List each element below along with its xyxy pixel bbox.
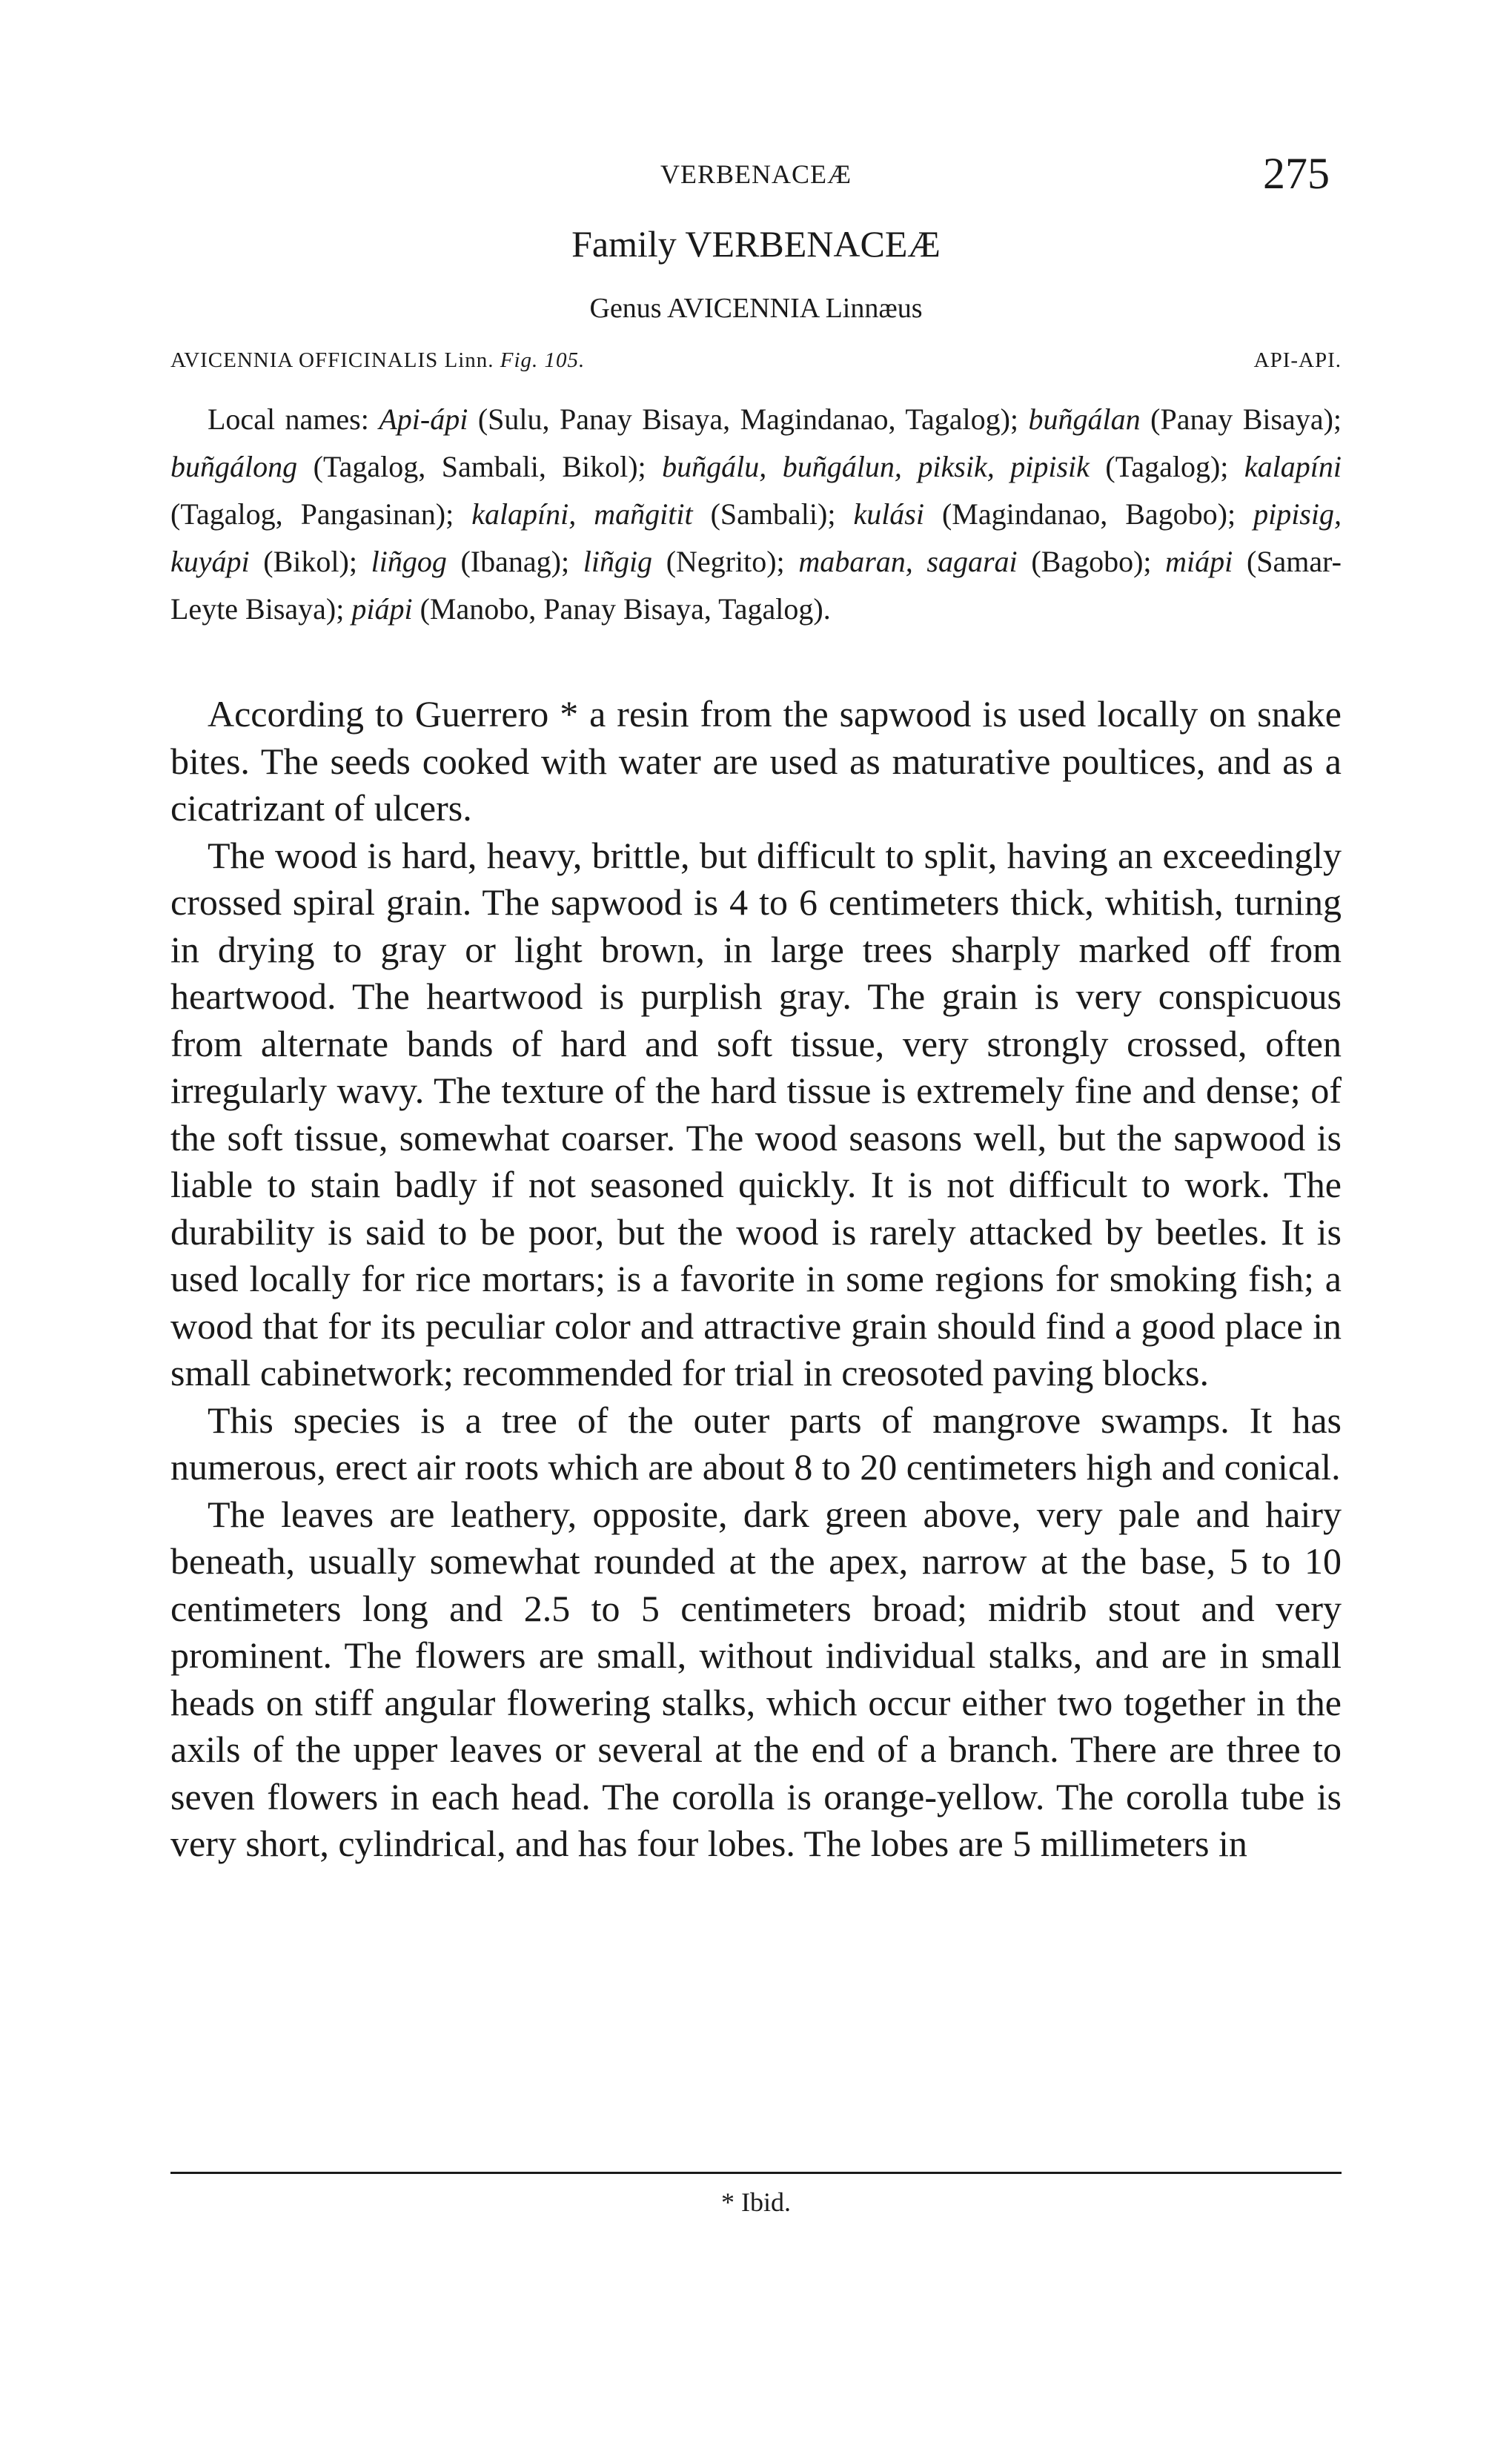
species-common-name: API-API.: [1253, 348, 1342, 372]
local-name-term: buñgálu, buñgálun, piksik, pipisik: [662, 450, 1090, 483]
footnote: * Ibid.: [721, 2187, 791, 2217]
local-name-region: (Samar-Leyte Bisaya);: [170, 545, 1342, 626]
species-name: AVICENNIA OFFICINALIS Linn.: [170, 348, 494, 372]
genus-heading: Genus AVICENNIA Linnæus: [589, 293, 923, 324]
local-name-term: mabaran, sagarai: [798, 545, 1018, 578]
local-name-term: kalapíni, mañgitit: [471, 497, 693, 531]
local-name-region: (Bagobo);: [1017, 545, 1166, 578]
running-title: VERBENACEÆ: [660, 159, 852, 189]
local-name-term: Api-ápi: [379, 402, 468, 436]
local-name-region: (Bikol);: [249, 545, 371, 578]
page-number: 275: [1263, 149, 1330, 198]
body-paragraph: According to Guerrero * a resin from the sapwood is used locally on snake bites. The seeds cooked with water are used as maturative poultices, and as a cicatrizant of ulcers.: [170, 693, 1342, 829]
local-name-region: (Magindanao, Bagobo);: [924, 497, 1254, 531]
local-name-term: buñgálong: [170, 450, 298, 483]
figure-reference: Fig. 105.: [500, 348, 586, 372]
species-heading: [170, 348, 1342, 378]
local-name-term: piápi: [351, 592, 413, 626]
local-name-region: (Negrito);: [652, 545, 799, 578]
local-name-region: (Panay Bisaya);: [1140, 402, 1342, 436]
local-name-term: pipisig, kuyápi: [170, 497, 1342, 578]
local-name-term: liñgog: [371, 545, 447, 578]
species-name-group: [170, 348, 585, 373]
local-name-region: (Sambali);: [692, 497, 854, 531]
local-name-term: buñgálan: [1028, 402, 1141, 436]
local-name-region: (Manobo, Panay Bisaya, Tagalog).: [412, 592, 831, 626]
body-text: [170, 691, 1342, 1868]
local-name-term: kulási: [853, 497, 924, 531]
local-name-term: kalapíni: [1244, 450, 1342, 483]
local-name-region: (Tagalog);: [1089, 450, 1244, 483]
local-name-region: (Tagalog, Sambali, Bikol);: [297, 450, 663, 483]
local-names-paragraph: [170, 396, 1342, 633]
local-name-region: (Ibanag);: [446, 545, 583, 578]
running-head: [0, 148, 1512, 208]
local-name-region: Local names:: [208, 402, 379, 436]
body-paragraph: The leaves are leathery, opposite, dark green above, very pale and hairy beneath, usually somewhat rounded at the apex, narrow at the base, 5 to 10 centimeters long and 2.5 to 5 centimeters broad; midrib stout and very prominent. The flowers are small, without individual stalks, and are in small heads on stiff angular flowering stalks, which occur either two together in the axils of the upper leaves or several at the end of a branch. There are three to seven flowers in each head. The corolla is orange-yellow. The corolla tube is very short, cylindrical, and has four lobes. The lobes are 5 millimeters in: [170, 1493, 1342, 1864]
body-paragraph: The wood is hard, heavy, brittle, but difficult to split, having an exceedingly crossed spiral grain. The sapwood is 4 to 6 centimeters thick, whitish, turning in drying to gray or light brown, in large trees sharply marked off from heartwood. The heartwood is purplish gray. The grain is very conspicuous from alternate bands of hard and soft tissue, very strongly crossed, often irregularly wavy. The texture of the hard tissue is extremely fine and dense; of the soft tissue, somewhat coarser. The wood seasons well, but the sapwood is liable to stain badly if not seasoned quickly. It is not difficult to work. The durability is said to be poor, but the wood is rarely attacked by beetles. It is used locally for rice mortars; is a favorite in some regions for smoking fish; a wood that for its peculiar color and attractive grain should find a good place in small cabinetwork; recommended for trial in creosoted paving blocks.: [170, 834, 1342, 1393]
footnote-rule: [170, 2172, 1342, 2174]
local-name-region: (Sulu, Panay Bisaya, Magindanao, Tagalog);: [468, 402, 1029, 436]
local-name-region: (Tagalog, Pangasinan);: [170, 497, 472, 531]
local-name-term: liñgig: [583, 545, 653, 578]
body-paragraph: This species is a tree of the outer parts of mangrove swamps. It has numerous, erect air roots which are about 8 to 20 centimeters high and conical.: [170, 1399, 1342, 1488]
local-name-term: miápi: [1165, 545, 1233, 578]
family-heading: Family VERBENACEÆ: [571, 223, 941, 265]
